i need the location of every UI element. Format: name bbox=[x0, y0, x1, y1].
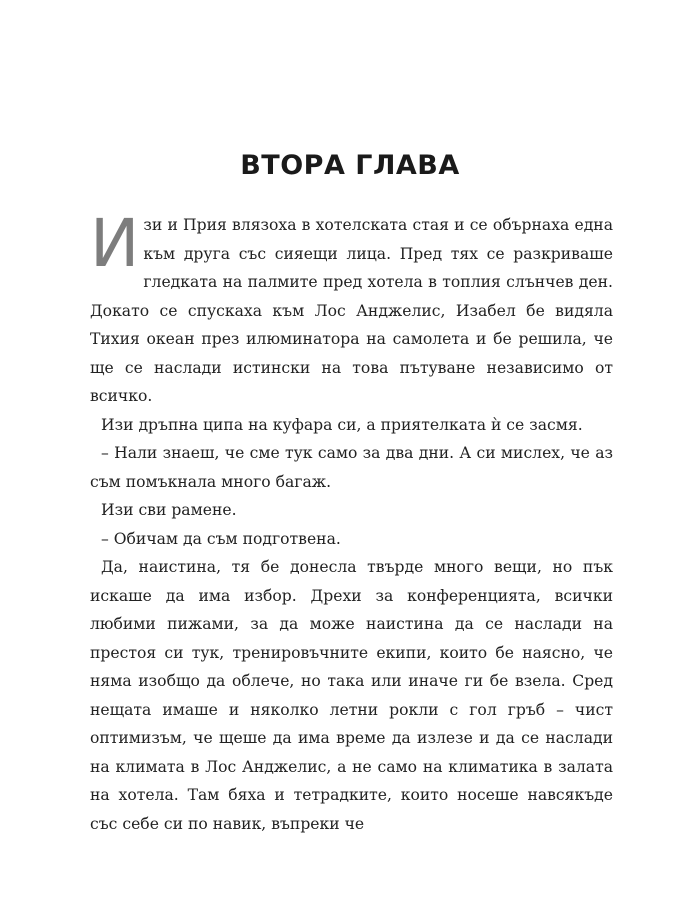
paragraph-dialogue: – Нали знаеш, че сме тук само за два дни. А си мислех, че аз съм помъкнала много багаж. bbox=[90, 444, 613, 491]
paragraph-opening bbox=[90, 205, 613, 411]
chapter-body bbox=[90, 205, 613, 838]
paragraph-text: зи и Прия влязоха в хотелската стая и се обърнаха една към друга със сияещи лица. Пред тях се разкриваше гледката на палмите пред хотела в топлия слънчев ден. Докато се спускаха към Лос Анджелис, Изабел бе видяла Тихия океан през илюминатора на самолета и бе решила, че ще се наслади истински на това пътуване независимо от всичко. bbox=[90, 216, 613, 405]
drop-cap: И bbox=[90, 205, 140, 282]
paragraph: Изи сви рамене. bbox=[101, 501, 237, 519]
paragraph-dialogue: – Обичам да съм подготвена. bbox=[101, 529, 341, 548]
paragraph: Изи дръпна ципа на куфара си, а приятелката ѝ се засмя. bbox=[101, 415, 583, 434]
paragraph: Да, наистина, тя бе донесла твърде много вещи, но пък искаше да има избор. Дрехи за конференцията, всички любими пижами, за да може наистина да се наслади на престоя си тук, тренировъчните екипи, които бе наясно, че няма изобщо да облече, но така или иначе ги бе взела. Сред нещата имаше и няколко летни рокли с гол гръб – чист оптимизъм, че щеше да има време да излезе и да се наслади на климата в Лос Анджелис, а не само на климатика в залата на хотела. Там бяха и тетрадките, които носеше навсякъде със себе си по навик, въпреки че bbox=[90, 558, 613, 833]
chapter-title: ВТОРА ГЛАВА bbox=[240, 150, 460, 181]
